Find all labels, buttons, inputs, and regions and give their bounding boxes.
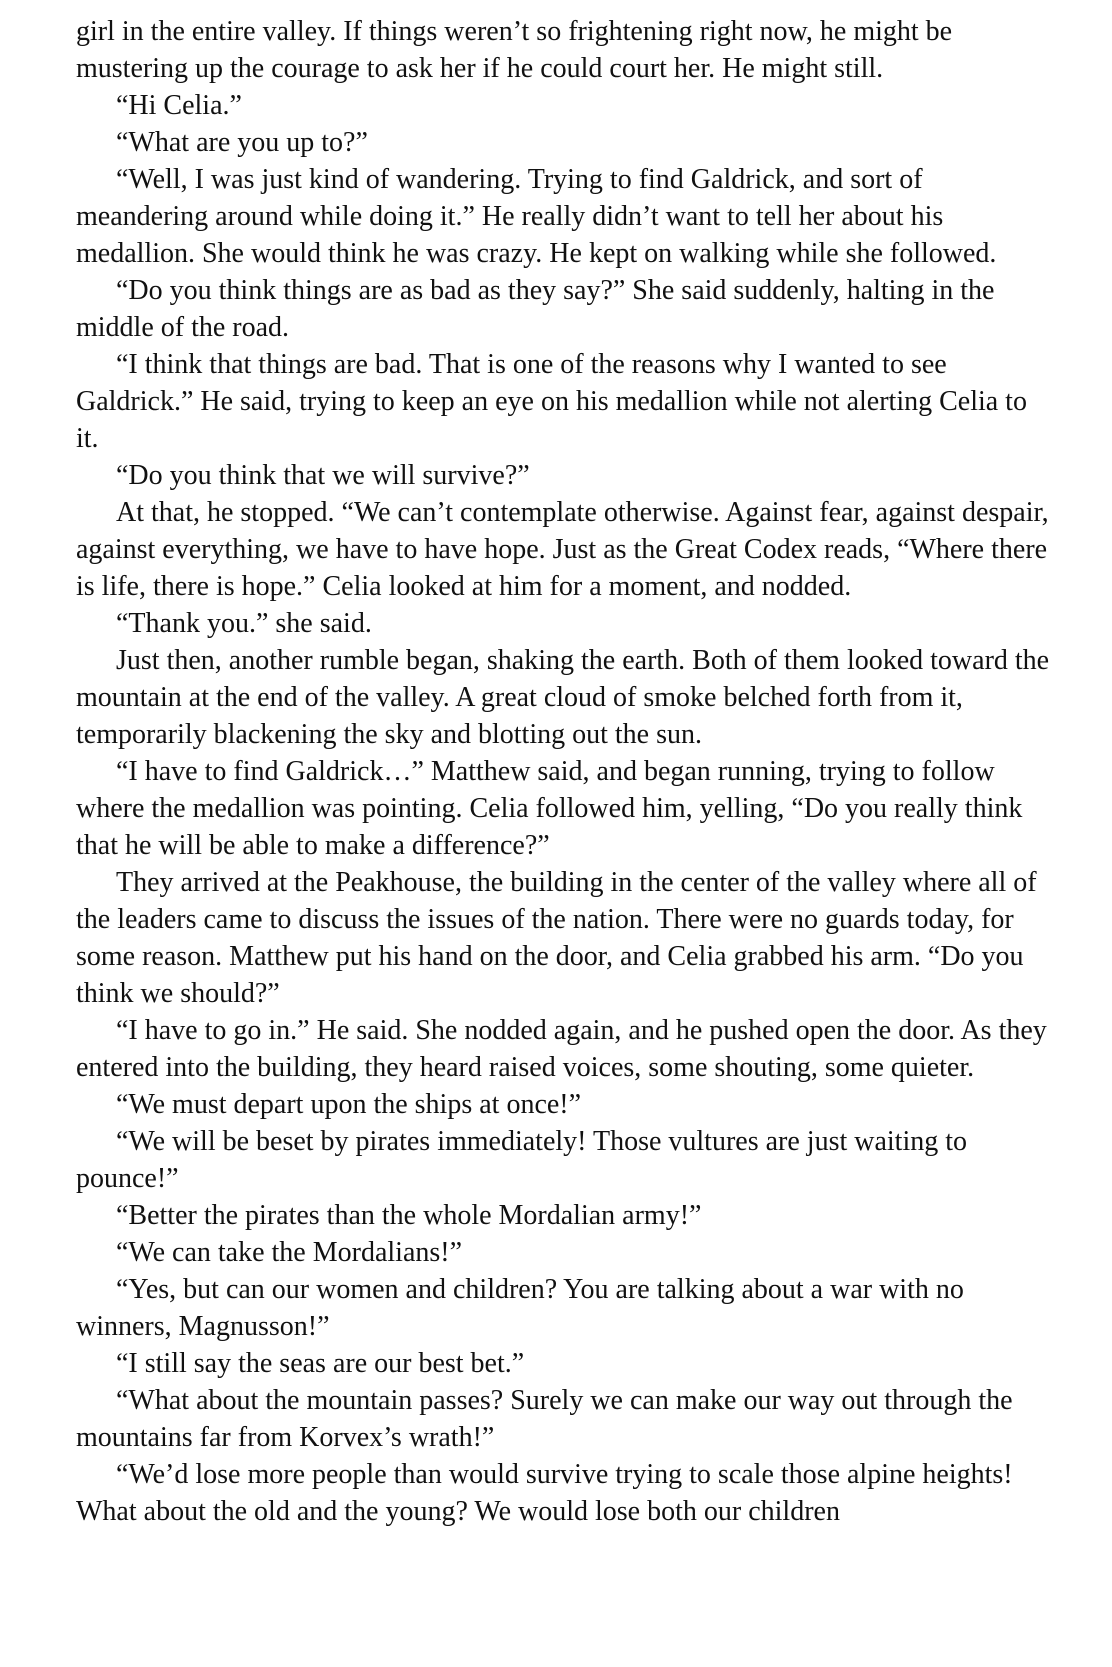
paragraph-21: “We’d lose more people than would survive trying to scale those alpine heights! What about the old and the young? We would lose both our children <box>76 1459 1013 1527</box>
paragraph-3: “What are you up to?” <box>116 127 368 158</box>
paragraph-16: “Better the pirates than the whole Mordalian army!” <box>116 1200 702 1231</box>
paragraph-15: “We will be beset by pirates immediately! Those vultures are just waiting to pounce!” <box>76 1126 968 1194</box>
paragraph-7: “Do you think that we will survive?” <box>116 460 530 491</box>
paragraph-11: “I have to find Galdrick…” Matthew said, and began running, trying to follow where the medallion was pointing. Celia followed him, yelling, “Do you really think that he will be able to make a difference?” <box>76 756 1023 861</box>
paragraph-13: “I have to go in.” He said. She nodded again, and he pushed open the door. As they entered into the building, they heard raised voices, some shouting, some quieter. <box>76 1015 1047 1083</box>
paragraph-19: “I still say the seas are our best bet.” <box>116 1348 525 1379</box>
paragraph-4: “Well, I was just kind of wandering. Trying to find Galdrick, and sort of meandering around while doing it.” He really didn’t want to tell her about his medallion. She would think he was crazy. He kept on walking while she followed. <box>76 164 997 269</box>
paragraph-6: “I think that things are bad. That is one of the reasons why I wanted to see Galdrick.” He said, trying to keep an eye on his medallion while not alerting Celia to it. <box>76 349 1027 454</box>
paragraph-18: “Yes, but can our women and children? You are talking about a war with no winners, Magnusson!” <box>76 1274 964 1342</box>
paragraph-9: “Thank you.” she said. <box>116 608 372 639</box>
paragraph-8: At that, he stopped. “We can’t contemplate otherwise. Against fear, against despair, against everything, we have to have hope. Just as the Great Codex reads, “Where there is life, there is hope.” Celia looked at him for a moment, and nodded. <box>76 497 1049 602</box>
paragraph-1: girl in the entire valley. If things weren’t so frightening right now, he might be mustering up the courage to ask her if he could court her. He might still. <box>76 16 953 84</box>
paragraph-5: “Do you think things are as bad as they say?” She said suddenly, halting in the middle of the road. <box>76 275 995 343</box>
paragraph-14: “We must depart upon the ships at once!” <box>116 1089 582 1120</box>
book-page <box>76 13 1056 1530</box>
paragraph-12: They arrived at the Peakhouse, the building in the center of the valley where all of the leaders came to discuss the issues of the nation. There were no guards today, for some reason. Matthew put his hand on the door, and Celia grabbed his arm. “Do you think we should?” <box>76 867 1037 1009</box>
paragraph-20: “What about the mountain passes? Surely we can make our way out through the mountains far from Korvex’s wrath!” <box>76 1385 1013 1453</box>
paragraph-17: “We can take the Mordalians!” <box>116 1237 463 1268</box>
paragraph-2: “Hi Celia.” <box>116 90 242 121</box>
paragraph-10: Just then, another rumble began, shaking the earth. Both of them looked toward the mountain at the end of the valley. A great cloud of smoke belched forth from it, temporarily blackening the sky and blotting out the sun. <box>76 645 1050 750</box>
